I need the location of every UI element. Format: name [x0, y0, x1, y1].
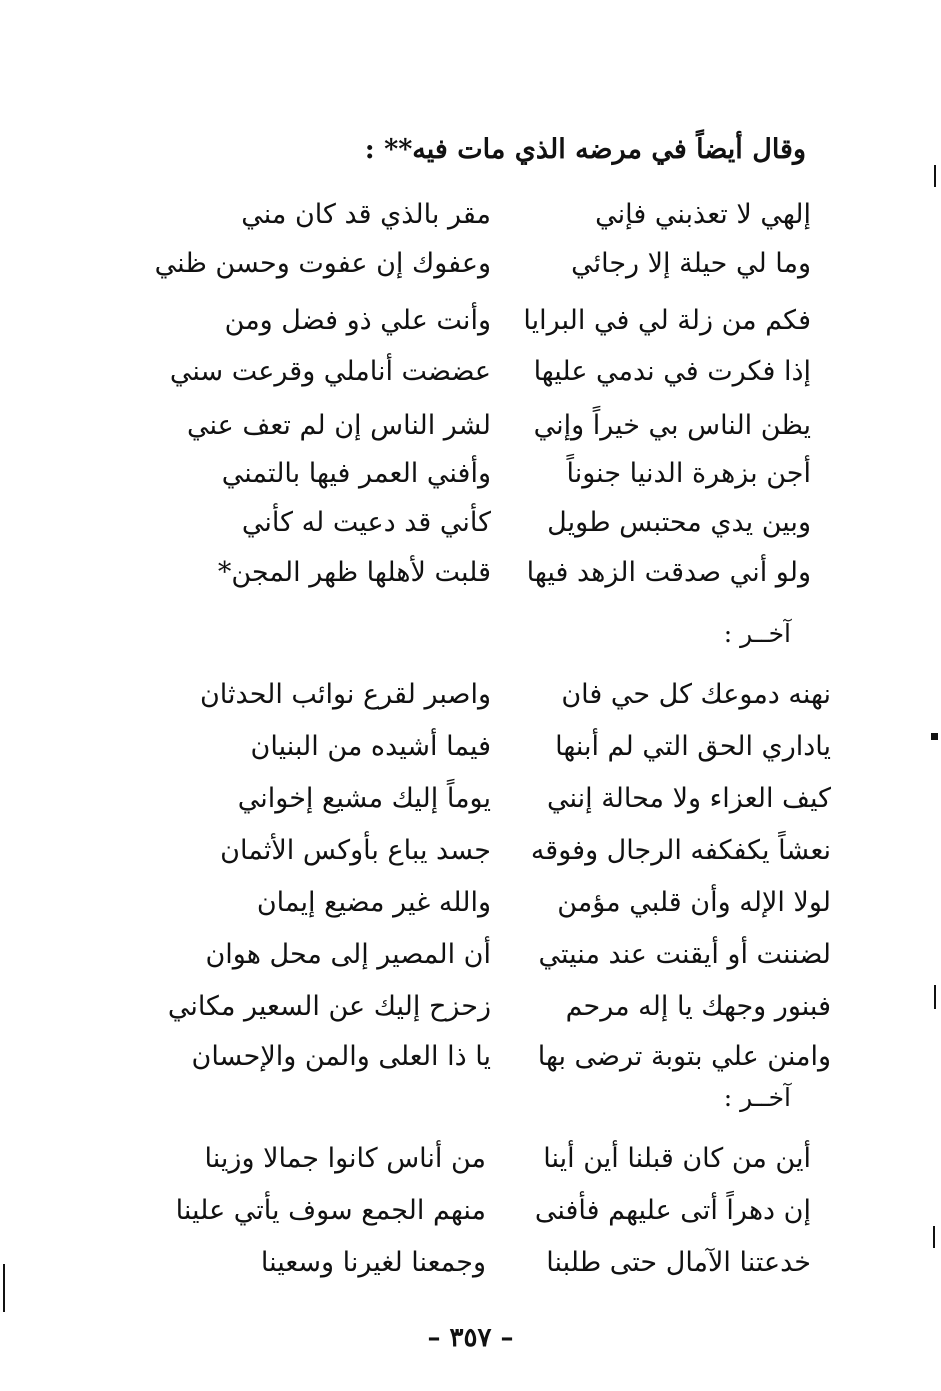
verse-line — [171, 720, 831, 772]
hemistich-second: وأنت علي ذو فضل ومن — [224, 304, 491, 336]
hemistich-second: لشر الناس إن لم تعف عني — [187, 409, 491, 441]
subheading-other-2: آخــر : — [723, 1083, 791, 1112]
verse-line — [186, 1236, 811, 1288]
verse-line — [171, 668, 831, 720]
verse-line — [171, 824, 831, 876]
hemistich-first: أين من كان قبلنا أين أينا — [543, 1142, 811, 1174]
scan-mark — [3, 1264, 5, 1312]
hemistich-second: من أناس كانوا جمالا وزينا — [204, 1142, 486, 1174]
verse-line — [187, 399, 811, 451]
hemistich-second: مقر بالذي قد كان مني — [241, 198, 491, 230]
scan-mark — [934, 165, 936, 187]
verse-line — [171, 876, 831, 928]
hemistich-first: ولو أني صدقت الزهد فيها — [526, 556, 811, 588]
hemistich-second: عضضت أناملي وقرعت سني — [169, 355, 491, 387]
hemistich-first: فبنور وجهك يا إله مرحم — [565, 990, 831, 1022]
hemistich-second: أن المصير إلى محل هوان — [205, 938, 491, 970]
hemistich-first: خدعتنا الآمال حتى طلبنا — [546, 1246, 811, 1278]
verse-line — [186, 1132, 811, 1184]
hemistich-second: قلبت لأهلها ظهر المجن* — [217, 556, 491, 588]
hemistich-second: جسد يباع بأوكس الأثمان — [220, 834, 491, 866]
hemistich-first: وما لي حيلة إلا رجائي — [571, 247, 811, 279]
section-heading: وقال أيضاً في مرضه الذي مات فيه** : — [364, 134, 806, 165]
scan-mark — [931, 733, 938, 740]
hemistich-first: إلهي لا تعذبني فإني — [595, 198, 811, 230]
hemistich-first: فكم من زلة لي في البرايا — [523, 304, 811, 336]
hemistich-first: وبين يدي محتبس طويل — [547, 506, 811, 538]
hemistich-second: وأفني العمر فيها بالتمني — [221, 457, 491, 489]
verse-line — [167, 980, 831, 1032]
hemistich-second: كأني قد دعيت له كأني — [241, 506, 491, 538]
verse-line — [171, 928, 831, 980]
page-number: – ٣٥٧ – — [427, 1323, 514, 1353]
verse-line — [191, 546, 811, 598]
hemistich-second: وجمعنا لغيرنا وسعينا — [260, 1246, 486, 1278]
verse-line — [191, 496, 811, 548]
hemistich-second: يا ذا العلى والمن والإحسان — [191, 1040, 491, 1072]
hemistich-first: نعشاً يكفكفه الرجال وفوقه — [530, 834, 831, 866]
hemistich-first: لضننت أو أيقنت عند منيتي — [538, 938, 831, 970]
hemistich-first: أجن بزهرة الدنيا جنوناً — [566, 457, 811, 489]
verse-line — [191, 447, 811, 499]
hemistich-second: فيما أشيده من البنيان — [250, 730, 491, 762]
hemistich-first: إن دهراً أتى عليهم فأفنى — [534, 1194, 811, 1226]
hemistich-second: زحزح إليك عن السعير مكاني — [167, 990, 491, 1022]
verse-line — [175, 1184, 811, 1236]
hemistich-first: إذا فكرت في ندمي عليها — [533, 355, 811, 387]
subheading-other-1: آخــر : — [723, 619, 791, 648]
hemistich-second: يوماً إليك مشيع إخواني — [237, 782, 491, 814]
hemistich-second: وعفوك إن عفوت وحسن ظني — [154, 247, 491, 279]
verse-line — [191, 188, 811, 240]
verse-line — [169, 345, 811, 397]
hemistich-first: وامنن علي بتوبة ترضى بها — [537, 1040, 831, 1072]
hemistich-first: ياداري الحق التي لم أبنها — [555, 730, 831, 762]
hemistich-second: والله غير مضيع إيمان — [256, 886, 491, 918]
verse-line — [154, 237, 811, 289]
hemistich-first: نهنه دموعك كل حي فان — [561, 678, 831, 710]
scan-mark — [934, 985, 936, 1009]
verse-line — [171, 1030, 831, 1082]
verse-line — [171, 772, 831, 824]
hemistich-second: منهم الجمع سوف يأتي علينا — [175, 1194, 486, 1226]
hemistich-first: كيف العزاء ولا محالة إنني — [546, 782, 831, 814]
hemistich-first: يظن الناس بي خيراً وإني — [533, 409, 811, 441]
hemistich-second: واصبر لقرع نوائب الحدثان — [199, 678, 491, 710]
verse-line — [191, 294, 811, 346]
scan-mark — [933, 1226, 935, 1248]
hemistich-first: لولا الإله وأن قلبي مؤمن — [557, 886, 831, 918]
